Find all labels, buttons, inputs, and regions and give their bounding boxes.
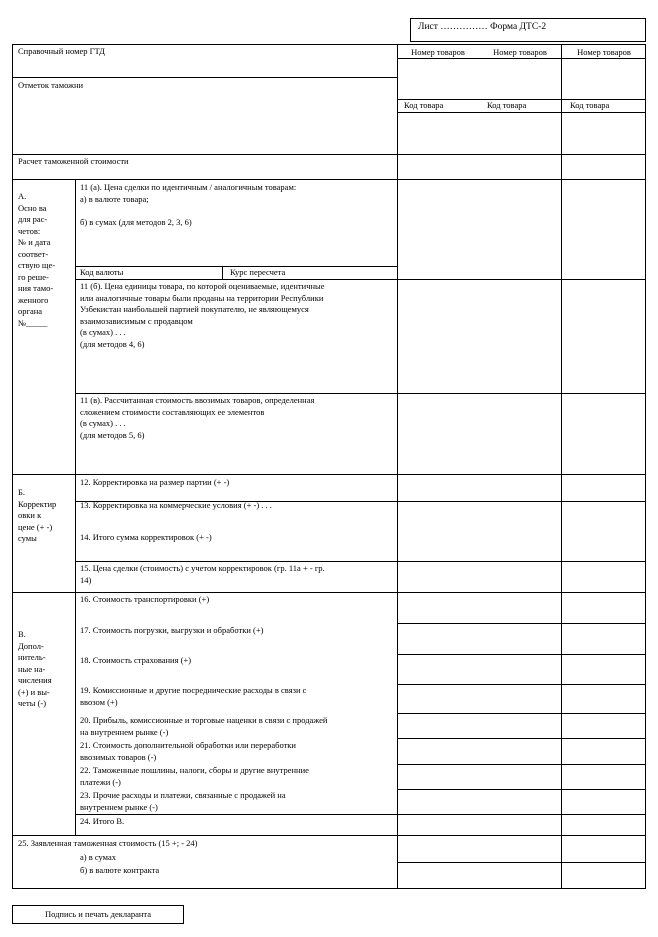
goods-number-header-3: Номер товаров: [577, 47, 631, 57]
exchange-rate-label: Курс пересчета: [230, 267, 286, 277]
right-line-21: [397, 764, 646, 765]
right-line-19: [397, 713, 646, 714]
goods-number-header-2: Номер товаров: [493, 47, 547, 57]
signature-label: Подпись и печать декларанта: [44, 909, 152, 919]
goods-code-header-2: Код товара: [487, 100, 527, 110]
item-24-text: 24. Итого В.: [80, 816, 125, 826]
reference-number-label: Справочный номер ГТД: [18, 46, 105, 56]
goods-code-bottom-line: [397, 154, 646, 155]
row-line-section-v: [12, 592, 646, 593]
item-18-text: 18. Стоимость страхования (+): [80, 655, 192, 665]
item-11v-text: 11 (в). Рассчитанная стоимость ввозимых товаров, определенная сложением стоимости составляющих ее элементов (в сумах) . . . (для методов 5, 6): [80, 395, 315, 440]
row-line-11b: [75, 279, 646, 280]
item-22-text: 22. Таможенные пошлины, налоги, сборы и другие внутренние платежи (-): [80, 765, 309, 787]
section-a-title: А. Осно ва для рас- четов: № и дата соответ- ствую ще- го реше- ния тамо- женного органа №_____: [18, 191, 56, 328]
right-line-16: [397, 623, 646, 624]
item-11b-text: 11 (б). Цена единицы товара, по которой оцениваемые, идентичные или аналогичные товары были проданы на территории Республики Узбекистан наибольшей партией покупателю, не являющемуся взаимозависимым с продавцом (в сумах) . . . (для методов 4, 6): [80, 281, 325, 349]
right-line-17: [397, 654, 646, 655]
item-25b-text: б) в валюте контракта: [80, 865, 160, 875]
item-21-text: 21. Стоимость дополнительной обработки или переработки ввозимых товаров (-): [80, 740, 296, 762]
item-12-text: 12. Корректировка на размер партии (+ -): [80, 477, 230, 487]
goods-number-line: [397, 58, 646, 59]
divider-main-column: [397, 44, 398, 889]
goods-code-line: [397, 112, 646, 113]
customs-marks-label: Отметок таможни: [18, 80, 84, 90]
row-line-25: [12, 835, 646, 836]
currency-code-label: Код валюты: [80, 267, 124, 277]
sheet-header-text: Лист …………… Форма ДТС-2: [418, 22, 547, 32]
section-v-title: В. Допол- нитель- ные на- числения (+) и вы- четы (-): [18, 629, 52, 708]
row-line-24: [75, 814, 646, 815]
goods-number-header-1: Номер товаров: [411, 47, 465, 57]
item-17-text: 17. Стоимость погрузки, выгрузки и обработки (+): [80, 625, 264, 635]
item-20-text: 20. Прибыль, комиссионные и торговые наценки в связи с продажей на внутреннем рынке (-): [80, 715, 328, 737]
item-16-text: 16. Стоимость транспортировки (+): [80, 594, 210, 604]
section-b-title: Б. Корректир овки к цене (+ -) сумы: [18, 487, 57, 543]
row-line-11v: [75, 393, 646, 394]
item-25a-text: а) в сумах: [80, 852, 117, 862]
right-line-20: [397, 738, 646, 739]
item-15-text: 15. Цена сделки (стоимость) с учетом корректировок (гр. 11а + - гр. 14): [80, 563, 325, 585]
right-line-25a: [397, 862, 646, 863]
row-line-ref: [12, 77, 397, 78]
row-line-15: [75, 561, 646, 562]
customs-value-calc-label: Расчет таможенной стоимости: [18, 156, 129, 166]
right-line-18: [397, 684, 646, 685]
right-line-22: [397, 789, 646, 790]
row-line-section-b: [12, 474, 646, 475]
row-line-calc: [12, 179, 646, 180]
item-25-title: 25. Заявленная таможенная стоимость (15 +; - 24): [18, 838, 198, 848]
goods-code-header-3: Код товара: [570, 100, 610, 110]
item-23-text: 23. Прочие расходы и платежи, связанные с продажей на внутреннем рынке (-): [80, 790, 286, 812]
currency-row-divider: [222, 266, 223, 279]
item-11a-text: 11 (а). Цена сделки по идентичным / аналогичным товарам: а) в валюте товара; б) в сумах (для методов 2, 3, 6): [80, 182, 297, 227]
item-14-text: 14. Итого сумма корректировок (+ -): [80, 532, 212, 542]
item-13-text: 13. Корректировка на коммерческие условия (+ -) . . .: [80, 500, 272, 510]
item-19-text: 19. Комиссионные и другие посреднические расходы в связи с ввозом (+): [80, 685, 307, 707]
goods-code-header-1: Код товара: [404, 100, 444, 110]
row-line-customs: [12, 154, 397, 155]
divider-right-column: [561, 44, 562, 889]
section-label-divider: [75, 179, 76, 835]
